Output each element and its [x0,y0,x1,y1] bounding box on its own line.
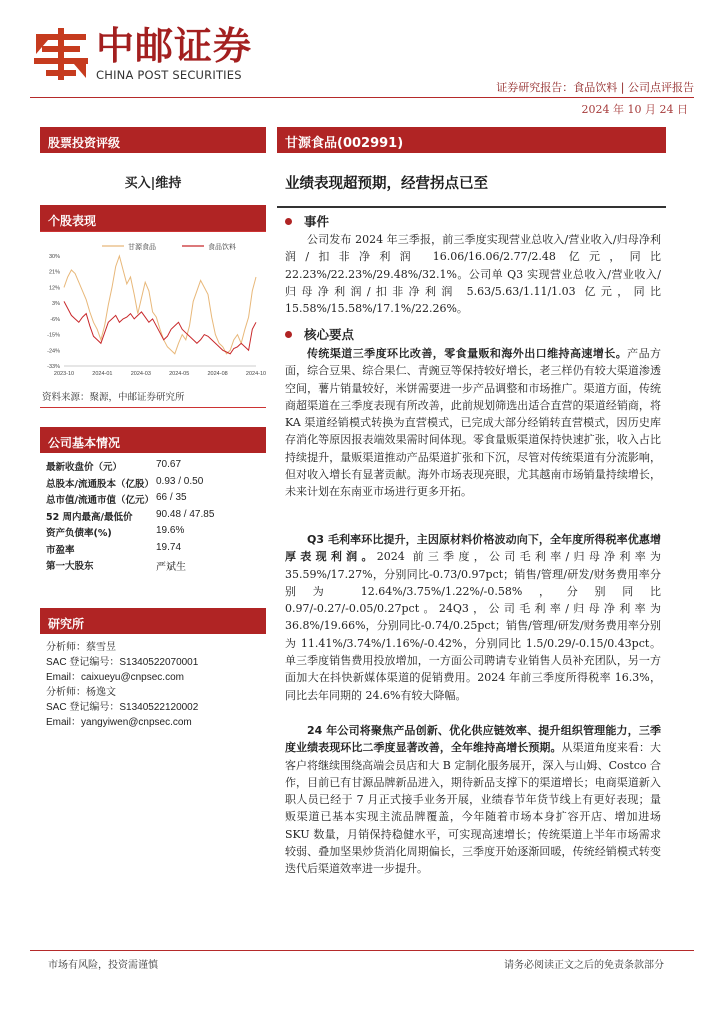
report-series: 证券研究报告：食品饮料 | 公司点评报告 [496,81,694,94]
info-label: 市盈率 [46,544,75,556]
y-tick-label: 21% [48,269,60,276]
info-label: 52 周内最高/最低价 [46,511,133,523]
x-tick-label: 2023-10 [53,371,75,377]
paragraph-2-lead: Q3 毛利率环比提升，主因原材料价格波动向下，全年度所得税率优惠增厚表现利润。 [285,533,661,564]
info-row [46,558,266,575]
info-row [46,542,266,559]
paragraph-3-lead: 24 年公司将聚焦产品创新、优化供应链效率、提升组织管理能力，三季度业绩表现环比二季度显著改善，全年维持高增长预期。 [285,724,661,755]
paragraph-3 [285,722,661,878]
info-row [46,476,266,493]
research-section-title: 研究所 [40,608,266,634]
info-label: 第一大股东 [46,561,94,572]
rating-value: 买入|维持 [124,176,182,191]
y-tick-label: -15% [47,332,60,339]
analyst-sac: SAC 登记编号：S1340522120002 [46,702,199,713]
info-value: 90.48 / 47.85 [156,508,215,520]
y-tick-label: -6% [50,316,60,323]
y-tick-label: -33% [47,364,60,370]
info-value: 19.6% [156,525,185,536]
legend-label: 食品饮料 [208,243,236,251]
x-tick-label: 2024-03 [130,371,151,377]
legend-label: 甘源食品 [128,243,156,251]
info-value: 0.93 / 0.50 [156,475,204,487]
header-divider [30,97,694,98]
headline-divider [277,206,666,208]
brand-name-en: CHINA POST SECURITIES [96,68,242,82]
basic-info-table [46,459,266,575]
x-tick-label: 2024-01 [92,371,113,377]
analyst-name: 分析师：蔡雪昱 [46,642,116,653]
analyst-sac: SAC 登记编号：S1340522070001 [46,657,199,668]
footer-disclaimer-note: 请务必阅读正文之后的免责条款部分 [504,960,664,971]
info-label: 最新收盘价（元） [46,462,123,473]
brand-name-cn: 中邮证券 [96,24,253,68]
analyst-list [46,640,266,730]
info-row [46,525,266,542]
performance-section-title: 个股表现 [40,205,266,231]
paragraph-2 [285,531,661,704]
info-row [46,509,266,526]
stock-title: 甘源食品(002991) [277,127,666,153]
analyst-name: 分析师：杨逸文 [46,687,116,698]
bullet-dot-icon [285,218,292,225]
info-label: 总市值/流通市值（亿元） [46,495,154,506]
report-headline: 业绩表现超预期，经营拐点已至 [285,175,488,192]
x-tick-label: 2024-10 [245,371,266,377]
footer-divider [30,950,694,951]
paragraph-1-lead: 传统渠道三季度环比改善，零食量贩和海外出口维持高速增长。 [307,347,628,360]
events-heading [285,212,329,230]
info-value: 严斌生 [156,562,186,573]
basic-info-section-title: 公司基本情况 [40,427,266,453]
x-tick-label: 2024-05 [169,371,190,377]
paragraph-1-body: 产品方面，综合豆果、综合果仁、青豌豆等保持较好增长，老三样仍有较大渠道渗透空间，薯片销量较好，米饼需要进一步产品调整和市场推广。渠道方面，传统商超渠道在三季度表现有所改善，此前规划筛选出适合直营的渠道经销商，将 KA 渠道经销模式转换为直营模式，已完成大部分经销转直营模式，因历史库存消化等原因报表端效果需时间体现。零食量贩渠道保持快速扩张，收入占比持续提升，量贩渠道推动产品渠道扩张和下沉，尽管对传统渠道有分流影响，但对收入增长有显著贡献。海外市场表现亮眼，尤其越南市场销量持续增长，未来计划在东南亚市场进行更多开拓。 [285,347,662,499]
rating-section-title: 股票投资评级 [40,127,266,153]
series-line [64,256,256,354]
footer-risk-note: 市场有风险，投资需谨慎 [48,960,158,971]
info-label: 资产负债率(%) [46,528,112,539]
paragraph-3-body: 从渠道角度来看：大客户将继续围绕高端会员店和大 B 定制化服务展开，深入与山姆、Costco 合作，目前已有甘源品牌新品进入，期待新品支撑下的渠道增长；电商渠道新入职人员已经于 7 月正式接手业务开展，业绩春节年货节线上有更好表现；量贩渠道已基本实现主流品牌覆盖，今年随着市场本身扩容开店、增加进场 SKU 数量，月销保持稳健水平，可实现高速增长；传统渠道上半年市场需求较弱、叠加坚果炒货消化周期偏长，三季度开始逐渐回暖，传统经销模式转变迭代后渠道效率进一步提升。 [285,741,662,876]
paragraph-2-body: 2024 前三季度，公司毛利率/归母净利率为 35.59%/17.27%，分别同比-0.73/0.97pct；销售/管理/研发/财务费用率分别为 12.64%/3.75%/1.22%/-0.58%，分别同比 0.97/-0.27/-0.05/0.27pct。24Q3，公司毛利率/归母净利率为 36.8%/19.66%，分别同比-0.74/0.25pct；销售/管理/研发/财务费用率分别为 11.41%/3.74%/1.16%/-0.42%，分别同比 1.5/0.29/-0.15/0.43pct。单三季度销售费用投放增加，一方面公司聘请专业销售人员补充团队，另一方面加大在抖快新媒体渠道的促销费用。2024 年前三季度所得税率 16.3%，同比去年同期的 24.6%有较大降幅。 [285,550,662,702]
y-tick-label: 3% [52,301,60,308]
source-divider [40,407,266,408]
paragraph-1 [285,345,661,501]
x-tick-label: 2024-08 [207,371,228,377]
y-tick-label: 12% [48,285,60,292]
core-heading [285,325,354,343]
china-post-logo [32,26,90,82]
analyst-email[interactable]: Email：yangyiwen@cnpsec.com [46,717,192,728]
info-label: 总股本/流通股本（亿股） [46,478,154,490]
perf-divider [40,231,266,232]
core-title: 核心要点 [304,327,355,342]
analyst-email[interactable]: Email：caixueyu@cnpsec.com [46,672,184,683]
y-tick-label: -24% [47,348,60,355]
info-row [46,459,266,476]
y-tick-label: 30% [48,254,60,260]
info-value: 66 / 35 [156,492,187,503]
chart-source: 资料来源：聚源，中邮证券研究所 [42,392,185,403]
info-value: 19.74 [156,541,182,553]
report-date: 2024 年 10 月 24 日 [581,103,688,116]
bullet-dot-icon [285,331,292,338]
info-row [46,492,266,509]
info-value: 70.67 [156,459,182,470]
events-paragraph: 公司发布 2024 年三季报，前三季度实现营业总收入/营业收入/归母净利润/扣非净利润 16.06/16.06/2.77/2.48 亿元，同比 22.23%/22.23%/29.48%/32.1%。公司单 Q3 实现营业总收入/营业收入/归母净利润/扣非净利润 5.63/5.63/1.11/1.03 亿元，同比 15.58%/15.58%/17.1%/22.26%。 [285,233,661,316]
stock-performance-chart [40,238,266,378]
events-title: 事件 [304,214,330,229]
